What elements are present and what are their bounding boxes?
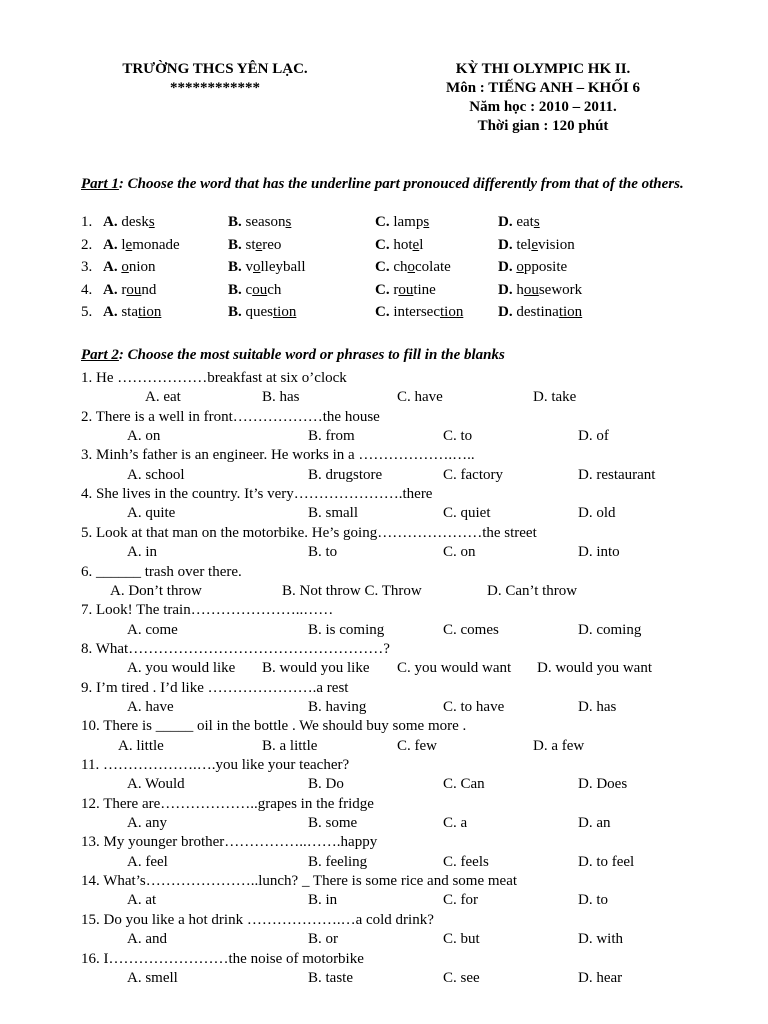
option bbox=[103, 302, 161, 322]
option bbox=[498, 280, 582, 300]
question-text: 3. Minh’s father is an engineer. He works in a ……………….….. bbox=[81, 447, 475, 464]
option: D. would you want bbox=[537, 660, 652, 677]
option: B. would you like bbox=[262, 660, 370, 677]
word-post: sework bbox=[538, 281, 583, 298]
underlined-part: e bbox=[255, 236, 263, 253]
option bbox=[228, 257, 306, 277]
option: C. feels bbox=[443, 853, 489, 870]
option: C. have bbox=[397, 389, 443, 406]
word-post: ch bbox=[267, 281, 282, 298]
word-pre: l bbox=[121, 236, 126, 253]
option: A. smell bbox=[127, 969, 178, 986]
question-text: 13. My younger brother……………..…….happy bbox=[81, 834, 378, 851]
option-dot: . bbox=[238, 304, 246, 320]
option: A. feel bbox=[127, 853, 168, 870]
underlined-part: s bbox=[423, 214, 430, 230]
word-pre: ques bbox=[245, 304, 274, 320]
option-letter: A bbox=[103, 236, 114, 253]
options-row bbox=[0, 658, 768, 678]
word-post: nd bbox=[141, 281, 157, 298]
option-dot: . bbox=[508, 304, 517, 320]
word-post: reo bbox=[262, 236, 282, 253]
exam-year: Năm học : 2010 – 2011. bbox=[469, 99, 617, 115]
item-number: 3. bbox=[81, 259, 93, 275]
underlined-part: tion bbox=[273, 304, 297, 320]
option bbox=[375, 302, 463, 322]
option bbox=[228, 280, 281, 300]
option: A. Would bbox=[127, 776, 185, 793]
options-row bbox=[0, 620, 768, 640]
question-text: 9. I’m tired . I’d like ………………….a rest bbox=[81, 679, 349, 696]
options-row bbox=[0, 968, 768, 988]
option: A. at bbox=[127, 892, 157, 909]
option: B. some bbox=[308, 815, 358, 832]
option: A. any bbox=[127, 815, 167, 832]
underlined-part: ou bbox=[398, 281, 414, 298]
option: D. restaurant bbox=[578, 466, 656, 483]
part1-item bbox=[0, 235, 768, 255]
options-row bbox=[0, 736, 768, 756]
option: C. you would want bbox=[397, 660, 512, 677]
word-pre: r bbox=[121, 281, 127, 298]
options-row bbox=[0, 542, 768, 562]
options-row bbox=[0, 697, 768, 717]
option: D. to feel bbox=[578, 853, 635, 870]
question-text: 5. Look at that man on the motorbike. He’s going…………………the street bbox=[81, 524, 537, 541]
question-text: 7. Look! The train…………………..…… bbox=[81, 602, 334, 619]
option: B. from bbox=[308, 428, 355, 445]
option: B. Do bbox=[308, 776, 344, 793]
option bbox=[228, 212, 291, 232]
option-dot: . bbox=[385, 259, 394, 275]
options-row bbox=[0, 929, 768, 949]
option: A. quite bbox=[127, 505, 176, 522]
item-number: 5. bbox=[81, 304, 93, 320]
underlined-part: o bbox=[407, 259, 416, 275]
option-letter: D bbox=[498, 304, 509, 320]
word-pre: v bbox=[245, 259, 254, 275]
word-pre: r bbox=[393, 281, 399, 298]
word-pre: hot bbox=[393, 236, 413, 253]
option-letter: B bbox=[228, 236, 239, 253]
option: B. having bbox=[308, 698, 367, 715]
option-dot: . bbox=[508, 214, 517, 230]
word-post: lleyball bbox=[260, 259, 306, 275]
option-dot: . bbox=[385, 281, 394, 298]
question-text: 11. ……………….….you like your teacher? bbox=[81, 757, 350, 773]
option bbox=[103, 212, 155, 232]
option: A. in bbox=[127, 544, 157, 561]
option bbox=[103, 280, 156, 300]
option: C. a bbox=[443, 815, 468, 832]
word-pre: tel bbox=[516, 236, 532, 253]
header-stars: ************ bbox=[170, 80, 260, 96]
option-dot: . bbox=[238, 214, 246, 230]
option-letter: B bbox=[228, 259, 239, 275]
option: C. comes bbox=[443, 621, 499, 638]
option-dot: . bbox=[508, 236, 517, 253]
options-row bbox=[0, 813, 768, 833]
question-text: 1. He ………………breakfast at six o’clock bbox=[81, 370, 347, 386]
underlined-part: e bbox=[125, 236, 133, 253]
option-dot: . bbox=[238, 236, 246, 253]
part1-item bbox=[0, 280, 768, 300]
part1-heading bbox=[81, 175, 711, 194]
option: B. has bbox=[262, 389, 300, 406]
option-dot: . bbox=[113, 236, 122, 253]
question-text: 4. She lives in the country. It’s very………………….there bbox=[81, 486, 433, 503]
option bbox=[498, 212, 540, 232]
option-dot: . bbox=[113, 304, 122, 320]
option-letter: C bbox=[375, 304, 386, 320]
option: D. Does bbox=[578, 776, 628, 793]
option-letter: A bbox=[103, 214, 114, 230]
word-pre: intersec bbox=[393, 304, 440, 320]
underlined-part: ou bbox=[126, 281, 142, 298]
option bbox=[498, 257, 567, 277]
option: C. factory bbox=[443, 466, 503, 483]
option: D. old bbox=[578, 505, 616, 522]
word-post: l bbox=[419, 236, 424, 253]
underlined-part: o bbox=[121, 259, 129, 275]
option: B. to bbox=[308, 544, 338, 561]
option: A. and bbox=[127, 931, 167, 948]
option: D. with bbox=[578, 931, 623, 948]
question-text: 14. What’s…………………..lunch? _ There is some rice and some meat bbox=[81, 873, 518, 890]
word-pre: st bbox=[245, 236, 256, 253]
option-letter: D bbox=[498, 281, 509, 298]
item-number: 1. bbox=[81, 214, 93, 230]
school-header bbox=[95, 60, 335, 98]
option: B. drugstore bbox=[308, 466, 383, 483]
option-letter: C bbox=[375, 281, 386, 298]
option: D. hear bbox=[578, 969, 623, 986]
options-row bbox=[0, 426, 768, 446]
option: D. take bbox=[533, 389, 577, 406]
underlined-part: tion bbox=[558, 304, 583, 320]
underlined-part: s bbox=[285, 214, 292, 230]
word-pre: eat bbox=[516, 214, 534, 230]
option-dot: . bbox=[385, 236, 394, 253]
underlined-part: o bbox=[516, 259, 524, 275]
word-post: pposite bbox=[523, 259, 568, 275]
question-text: 12. There are………………..grapes in the fridge bbox=[81, 795, 374, 812]
options-row bbox=[0, 774, 768, 794]
underlined-part: tion bbox=[439, 304, 464, 320]
option bbox=[375, 257, 451, 277]
option-dot: . bbox=[385, 304, 394, 320]
option: A. Don’t throw bbox=[110, 582, 202, 599]
option: D. of bbox=[578, 428, 609, 445]
options-row bbox=[0, 387, 768, 407]
option: A. school bbox=[127, 466, 185, 483]
option: A. come bbox=[127, 621, 178, 638]
option-letter: C bbox=[375, 236, 386, 253]
part1-item bbox=[0, 212, 768, 232]
option-letter: B bbox=[228, 304, 239, 320]
option bbox=[228, 235, 281, 255]
option-dot: . bbox=[385, 214, 394, 230]
option-dot: . bbox=[113, 259, 122, 275]
option-dot: . bbox=[508, 281, 517, 298]
word-pre: lamp bbox=[393, 214, 424, 230]
option-letter: D bbox=[498, 214, 509, 230]
exam-time: Thời gian : 120 phút bbox=[477, 118, 609, 134]
option: B. is coming bbox=[308, 621, 385, 638]
option: D. an bbox=[578, 815, 611, 832]
option: D. a few bbox=[533, 737, 585, 754]
part2-label: Part 2 bbox=[81, 347, 119, 363]
underlined-part: e bbox=[412, 236, 420, 253]
option: D. to bbox=[578, 892, 608, 909]
word-pre: destina bbox=[516, 304, 559, 320]
option: C. to bbox=[443, 428, 473, 445]
word-pre: desk bbox=[121, 214, 149, 230]
options-row bbox=[0, 465, 768, 485]
option: C. for bbox=[443, 892, 478, 909]
option-letter: D bbox=[498, 259, 509, 275]
underlined-part: tion bbox=[138, 304, 162, 320]
option bbox=[103, 257, 156, 277]
part1-instruction: : Choose the word that has the underline part pronouced differently from that of the others. bbox=[118, 176, 684, 192]
option bbox=[375, 212, 429, 232]
option: B. feeling bbox=[308, 853, 368, 870]
underlined-part: ou bbox=[252, 281, 268, 298]
option-dot: . bbox=[113, 281, 122, 298]
option: C. but bbox=[443, 931, 480, 948]
item-number: 4. bbox=[81, 281, 93, 298]
options-row bbox=[0, 581, 768, 601]
word-pre: h bbox=[516, 281, 524, 298]
option-letter: A bbox=[103, 304, 114, 320]
option-letter: C bbox=[375, 259, 386, 275]
option-letter: B bbox=[228, 281, 239, 298]
option: A. eat bbox=[145, 389, 181, 406]
question-text: 2. There is a well in front………………the house bbox=[81, 408, 380, 425]
option-letter: C bbox=[375, 214, 386, 230]
option: B. or bbox=[308, 931, 338, 948]
option: C. on bbox=[443, 544, 476, 561]
option: B. taste bbox=[308, 969, 353, 986]
option: C. Can bbox=[443, 776, 485, 793]
exam-title: KỲ THI OLYMPIC HK II. bbox=[455, 61, 631, 77]
word-pre: sta bbox=[121, 304, 139, 320]
part2-instruction: : Choose the most suitable word or phrases to fill in the blanks bbox=[118, 347, 505, 363]
option bbox=[498, 235, 575, 255]
option-dot: . bbox=[238, 281, 246, 298]
school-name: TRƯỜNG THCS YÊN LẠC. bbox=[122, 61, 308, 77]
option bbox=[228, 302, 296, 322]
part1-item bbox=[0, 257, 768, 277]
item-number: 2. bbox=[81, 236, 93, 253]
option: B. a little bbox=[262, 737, 318, 754]
option-dot: . bbox=[508, 259, 517, 275]
question-text: 10. There is _____ oil in the bottle . We should buy some more . bbox=[81, 718, 467, 735]
option: B. Not throw C. Throw bbox=[282, 582, 422, 599]
part1-item bbox=[0, 302, 768, 322]
option: A. you would like bbox=[127, 660, 236, 677]
exam-header bbox=[420, 60, 666, 136]
underlined-part: o bbox=[253, 259, 261, 275]
option bbox=[375, 235, 423, 255]
underlined-part: s bbox=[148, 214, 155, 230]
option bbox=[498, 302, 582, 322]
option-dot: . bbox=[113, 214, 122, 230]
option: B. in bbox=[308, 892, 338, 909]
option: D. Can’t throw bbox=[487, 582, 578, 599]
option: C. see bbox=[443, 969, 480, 986]
option-dot: . bbox=[238, 259, 246, 275]
option bbox=[375, 280, 436, 300]
question-text: 15. Do you like a hot drink ……………….…a cold drink? bbox=[81, 911, 434, 928]
options-row bbox=[0, 503, 768, 523]
word-pre: ch bbox=[393, 259, 408, 275]
option: C. few bbox=[397, 737, 437, 754]
option: C. to have bbox=[443, 698, 505, 715]
option: A. little bbox=[118, 737, 164, 754]
word-post: tine bbox=[413, 281, 436, 298]
question-text: 6. ______ trash over there. bbox=[81, 563, 242, 580]
option-letter: D bbox=[498, 236, 509, 253]
option: A. have bbox=[127, 698, 174, 715]
exam-subject: Môn : TIẾNG ANH – KHỐI 6 bbox=[446, 80, 640, 96]
word-post: vision bbox=[538, 236, 575, 253]
word-pre: c bbox=[245, 281, 253, 298]
word-post: nion bbox=[128, 259, 156, 275]
option: A. on bbox=[127, 428, 161, 445]
option: D. coming bbox=[578, 621, 642, 638]
word-post: monade bbox=[132, 236, 180, 253]
question-text: 8. What……………………………………………? bbox=[81, 640, 390, 657]
word-post: colate bbox=[415, 259, 451, 275]
option: D. into bbox=[578, 544, 620, 561]
underlined-part: ou bbox=[523, 281, 539, 298]
options-row bbox=[0, 852, 768, 872]
option: D. has bbox=[578, 698, 617, 715]
part1-label: Part 1 bbox=[81, 176, 119, 192]
underlined-part: e bbox=[531, 236, 539, 253]
word-pre: season bbox=[245, 214, 286, 230]
option-letter: A bbox=[103, 281, 114, 298]
underlined-part: s bbox=[533, 214, 540, 230]
option-letter: A bbox=[103, 259, 114, 275]
option: C. quiet bbox=[443, 505, 491, 522]
part2-heading bbox=[81, 346, 711, 365]
option-letter: B bbox=[228, 214, 239, 230]
question-text: 16. I……………………the noise of motorbike bbox=[81, 950, 364, 967]
options-row bbox=[0, 890, 768, 910]
option: B. small bbox=[308, 505, 359, 522]
option bbox=[103, 235, 180, 255]
